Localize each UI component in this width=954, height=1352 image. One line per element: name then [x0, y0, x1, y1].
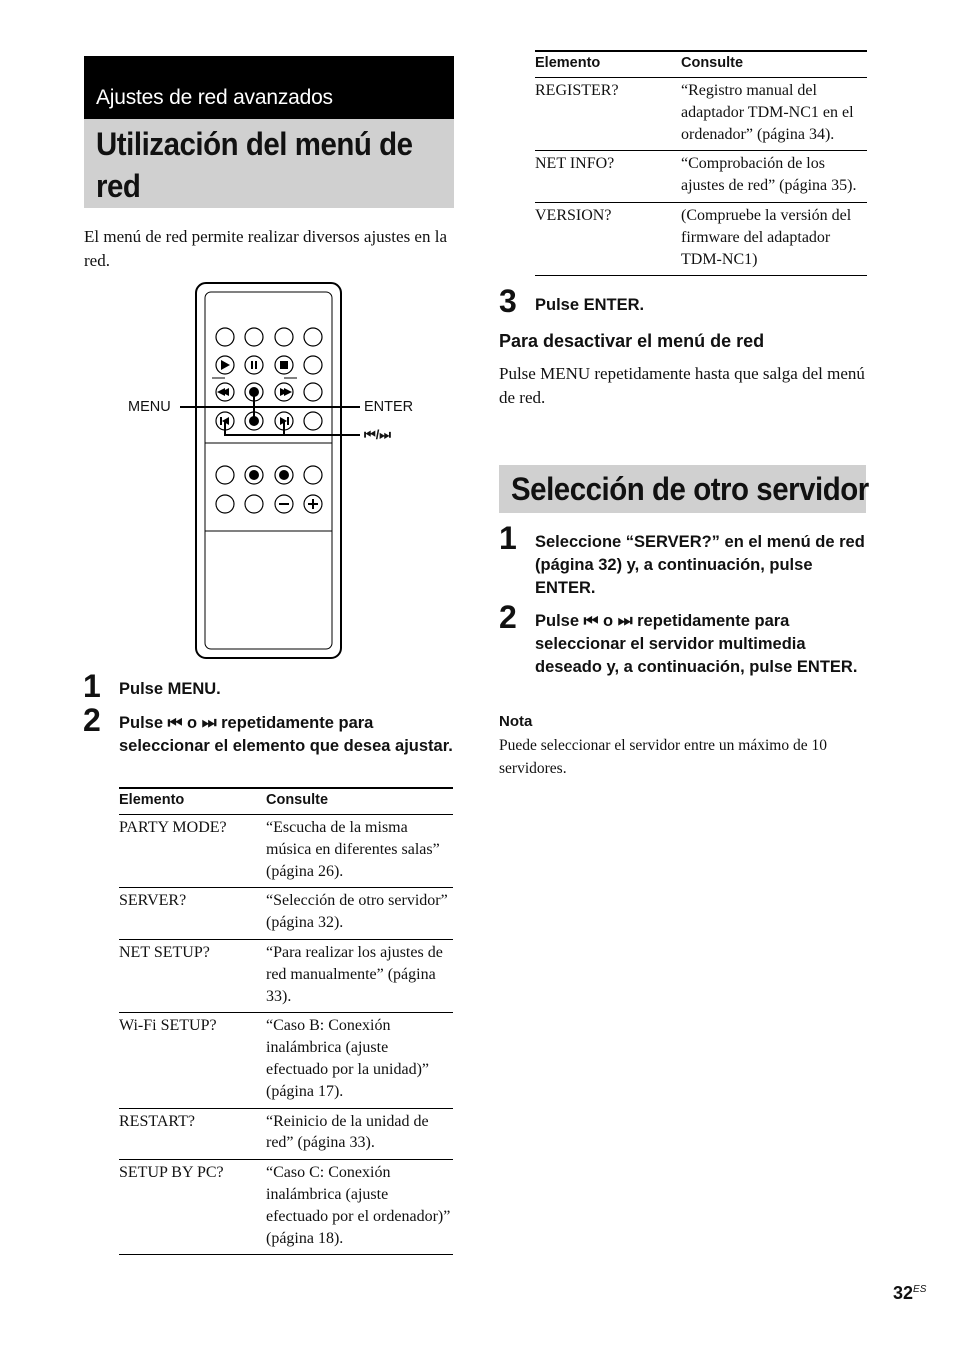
network-menu-table	[119, 787, 453, 1255]
table-header-row	[535, 51, 867, 78]
table-cell-item: NET SETUP?	[119, 939, 266, 1012]
step-text: Seleccione “SERVER?” en el menú de red (página 32) y, a continuación, pulse ENTER.	[535, 533, 865, 597]
remote-control-diagram	[100, 280, 460, 662]
table-row	[119, 1160, 453, 1255]
table-cell-ref: “Caso C: Conexión inalámbrica (ajuste efectuado por el ordenador)” (página 18).	[266, 1160, 453, 1255]
column-header-consulte: Consulte	[266, 788, 453, 815]
note-title: Nota	[499, 713, 533, 730]
page-number-value: 32	[893, 1283, 914, 1303]
column-header-consulte: Consulte	[681, 51, 867, 78]
page-title-bar	[84, 119, 454, 208]
enter-label: ENTER	[364, 399, 414, 415]
table-row	[119, 1013, 453, 1108]
table-row	[119, 1108, 453, 1160]
table-row	[535, 78, 867, 151]
column-header-elemento: Elemento	[119, 788, 266, 815]
step-number: 3	[499, 283, 517, 319]
section-title-bar	[499, 465, 869, 513]
table-cell-ref: “Para realizar los ajustes de red manualmente” (página 33).	[266, 939, 453, 1012]
section-title: Selección de otro servidor	[511, 471, 869, 507]
step-text: Pulse ⏮ o ⏭ repetidamente para seleccionar el servidor multimedia deseado y, a continuación, pulse ENTER.	[535, 612, 858, 676]
table-row	[535, 151, 867, 203]
section-label-bar	[84, 56, 454, 119]
table-cell-item: Wi-Fi SETUP?	[119, 1013, 266, 1108]
table-cell-ref: “Registro manual del adaptador TDM-NC1 en el ordenador” (página 34).	[681, 78, 867, 151]
table-row	[535, 202, 867, 275]
step-text: Pulse MENU.	[119, 680, 221, 698]
table-cell-ref: “Selección de otro servidor” (página 32).	[266, 888, 453, 940]
page-number	[893, 1283, 926, 1304]
table-cell-item: PARTY MODE?	[119, 815, 266, 888]
step-text: Pulse ⏮ o ⏭ repetidamente para seleccionar el elemento que desea ajustar.	[119, 714, 453, 755]
section-label: Ajustes de red avanzados	[96, 86, 333, 109]
table-cell-item: SERVER?	[119, 888, 266, 940]
table-header-row	[119, 788, 453, 815]
column-header-elemento: Elemento	[535, 51, 681, 78]
table-cell-ref: (Compruebe la versión del firmware del adaptador TDM-NC1)	[681, 202, 867, 275]
table-cell-item: RESTART?	[119, 1108, 266, 1160]
table-row	[119, 888, 453, 940]
intro-paragraph: El menú de red permite realizar diversos ajustes en la red.	[84, 227, 447, 270]
table-cell-ref: “Escucha de la misma música en diferentes salas” (página 26).	[266, 815, 453, 888]
table-cell-ref: “Reinicio de la unidad de red” (página 33).	[266, 1108, 453, 1160]
table-row	[119, 815, 453, 888]
menu-label: MENU	[128, 399, 171, 415]
note-text: Puede seleccionar el servidor entre un máximo de 10 servidores.	[499, 737, 827, 777]
step-number: 1	[499, 520, 517, 556]
deactivate-text: Pulse MENU repetidamente hasta que salga del menú de red.	[499, 364, 865, 407]
table-cell-item: VERSION?	[535, 202, 681, 275]
step-number: 1	[83, 668, 101, 704]
step-number: 2	[499, 599, 517, 635]
table-row	[119, 939, 453, 1012]
step-number: 2	[83, 702, 101, 738]
table-cell-item: SETUP BY PC?	[119, 1160, 266, 1255]
table-cell-ref: “Comprobación de los ajustes de red” (página 35).	[681, 151, 867, 203]
network-menu-table-continued	[535, 50, 867, 276]
page-language-suffix: ES	[913, 1284, 927, 1295]
prev-next-label: ⏮/⏭	[364, 427, 392, 442]
step-text: Pulse ENTER.	[535, 296, 645, 314]
table-cell-item: NET INFO?	[535, 151, 681, 203]
table-cell-item: REGISTER?	[535, 78, 681, 151]
page-title: Utilización del menú de red	[96, 126, 413, 204]
table-cell-ref: “Caso B: Conexión inalámbrica (ajuste efectuado por la unidad)” (página 17).	[266, 1013, 453, 1108]
deactivate-heading: Para desactivar el menú de red	[499, 331, 765, 351]
